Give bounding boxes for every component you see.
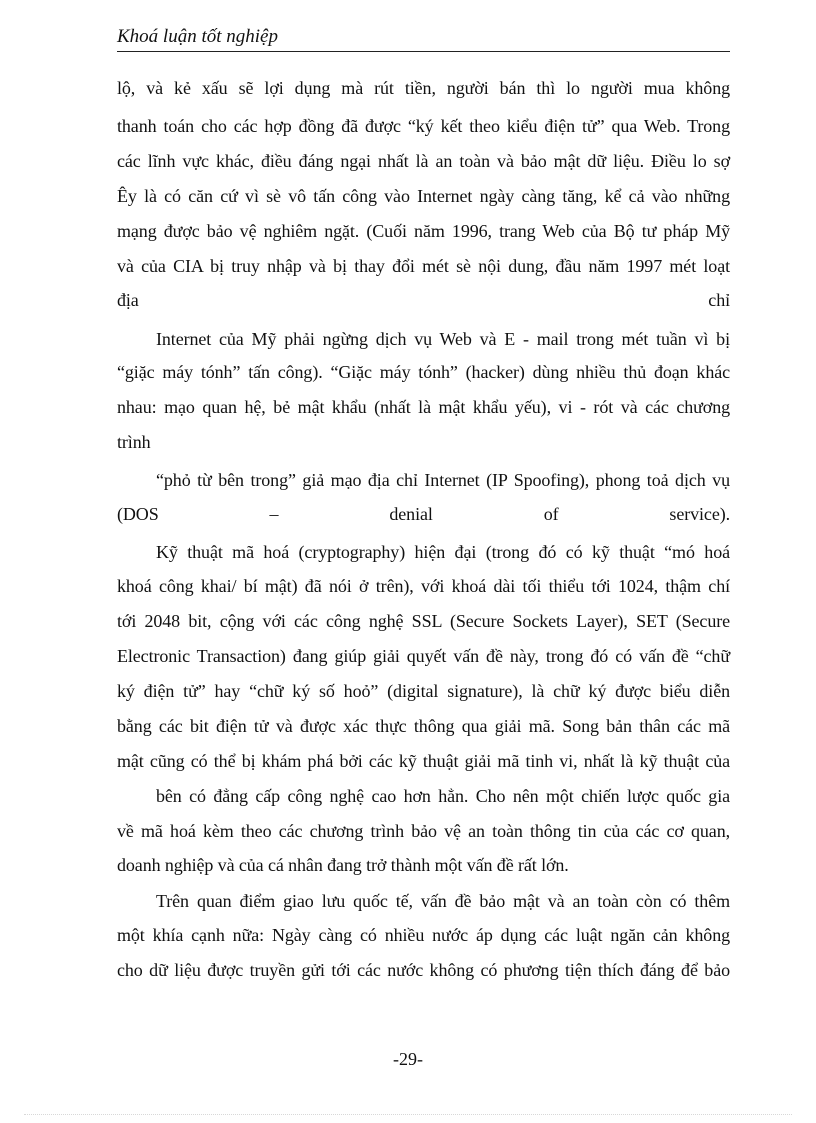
body-line-18: ký điện tử” hay “chữ ký số hoỏ” (digital signature), là chữ ký được biểu diễn <box>117 681 730 701</box>
body-line-15: khoá công khai/ bí mật) đã nói ở trên), với khoá dài tối thiểu tới 1024, thậm chí <box>117 576 730 596</box>
body-line-10: nhau: mạo quan hệ, bẻ mật khẩu (nhất là mật khẩu yếu), vi - rót và các chương <box>117 397 730 417</box>
body-line-6: và của CIA bị truy nhập và bị thay đổi mét sè nội dung, đầu năm 1997 mét loạt <box>117 256 730 276</box>
body-line-25: một khía cạnh nữa: Ngày càng có nhiều nước áp dụng các luật ngăn cản không <box>117 925 730 945</box>
body-line-11: trình <box>117 432 151 452</box>
body-line-1: lộ, và kẻ xấu sẽ lợi dụng mà rút tiền, người bán thì lo người mua không <box>117 78 730 98</box>
body-line-4: Êy là có căn cứ vì sè vô tấn công vào Internet ngày càng tăng, kể cả vào những <box>117 186 730 206</box>
body-line-19: bằng các bit điện tử và được xác thực thông qua giải mã. Song bản thân các mã <box>117 716 730 736</box>
page-bottom-edge <box>24 1114 792 1115</box>
body-line-24: Trên quan điểm giao lưu quốc tế, vấn đề bảo mật và an toàn còn có thêm <box>156 891 730 911</box>
body-line-7: địa chỉ <box>117 290 730 310</box>
body-line-5: mạng được bảo vệ nghiêm ngặt. (Cuối năm 1996, trang Web của Bộ tư pháp Mỹ <box>117 221 730 241</box>
body-line-2: thanh toán cho các hợp đồng đã được “ký kết theo kiểu điện tử” qua Web. Trong <box>117 116 730 136</box>
document-header-title: Khoá luận tốt nghiệp <box>117 26 278 47</box>
body-line-13: (DOS – denial of service). <box>117 504 730 524</box>
body-line-8: Internet của Mỹ phải ngừng dịch vụ Web và E - mail trong mét tuần vì bị <box>156 329 730 349</box>
body-line-20: mật cũng có thể bị khám phá bởi các kỹ thuật giải mã tinh vi, nhất là kỹ thuật của <box>117 751 730 771</box>
body-line-17: Electronic Transaction) đang giúp giải quyết vấn đề này, trong đó có vấn đề “chữ <box>117 646 730 666</box>
body-line-26: cho dữ liệu được truyền gửi tới các nước không có phương tiện thích đáng để bảo <box>117 960 730 980</box>
body-line-9: “giặc máy tónh” tấn công). “Giặc máy tónh” (hacker) dùng nhiều thủ đoạn khác <box>117 362 730 382</box>
body-line-12: “phỏ từ bên trong” giả mạo địa chỉ Internet (IP Spoofing), phong toả dịch vụ <box>156 470 730 490</box>
body-line-14: Kỹ thuật mã hoá (cryptography) hiện đại (trong đó có kỹ thuật “mó hoá <box>156 542 730 562</box>
page-number: -29- <box>393 1049 423 1069</box>
header-divider <box>117 51 730 52</box>
body-line-23: doanh nghiệp và của cá nhân đang trở thành một vấn đề rất lớn. <box>117 855 569 875</box>
body-line-21: bên có đẳng cấp công nghệ cao hơn hẳn. Cho nên một chiến lược quốc gia <box>156 786 730 806</box>
body-line-22: về mã hoá kèm theo các chương trình bảo vệ an toàn thông tin của các cơ quan, <box>117 821 730 841</box>
body-line-16: tới 2048 bit, cộng với các công nghệ SSL (Secure Sockets Layer), SET (Secure <box>117 611 730 631</box>
body-line-3: các lĩnh vực khác, điều đáng ngại nhất là an toàn và bảo mật dữ liệu. Điều lo sợ <box>117 151 730 171</box>
